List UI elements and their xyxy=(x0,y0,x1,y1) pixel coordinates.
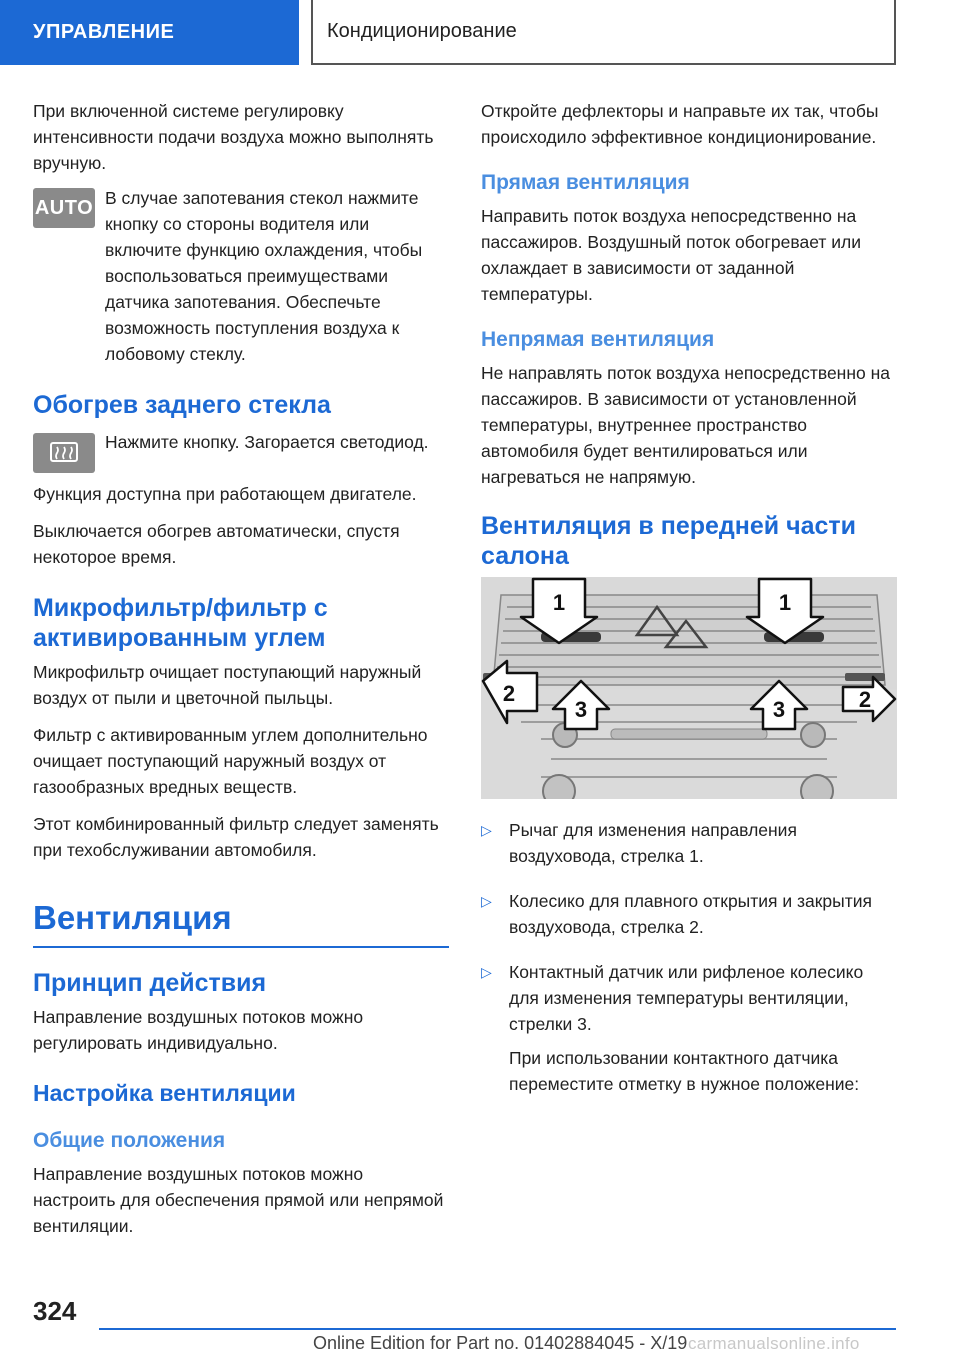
figure-label-2-left: 2 xyxy=(502,681,516,706)
bullet-text: Колесико для плавного открытия и закрытия воздуховода, стрелка 2. xyxy=(509,891,873,937)
microfilter-p3: Этот комбинированный фильтр следует заменять при техобслуживании автомобиля. xyxy=(33,814,439,860)
principle-heading: Принцип действия xyxy=(33,969,267,997)
figure-label-3-right: 3 xyxy=(772,697,786,722)
triangle-bullet-icon: ▷ xyxy=(481,964,492,980)
principle-text: Направление воздушных потоков можно регулировать индивидуально. xyxy=(33,1007,364,1053)
left-column xyxy=(33,98,449,1250)
rear-window-button-text: Нажмите кнопку. Загорается светодиод. xyxy=(105,432,429,452)
defrost-icon xyxy=(49,441,79,465)
bullet-text: Контактный датчик или рифленое колесико для изменения температуры вентиляции, стрелки 3. xyxy=(509,962,864,1034)
indirect-heading: Непрямая вентиляция xyxy=(481,328,715,351)
figure-label-3-left: 3 xyxy=(574,697,588,722)
general-heading: Общие положения xyxy=(33,1129,226,1152)
general-text: Направление воздушных потоков можно настроить для обеспечения прямой или непрямой вентиляции. xyxy=(33,1164,444,1236)
bullet-note: При использовании контактного датчика переместите отметку в нужное положение: xyxy=(509,1048,860,1094)
right-column xyxy=(481,98,897,1116)
figure-label-1-left: 1 xyxy=(552,590,566,615)
triangle-bullet-icon: ▷ xyxy=(481,893,492,909)
rear-window-block xyxy=(33,432,449,473)
rear-window-defrost-icon xyxy=(33,433,95,473)
bullet-item xyxy=(481,888,897,948)
edition-note: Online Edition for Part no. 01402884045 - X/19 xyxy=(313,1333,688,1353)
figure-label-2-right: 2 xyxy=(858,687,872,712)
front-vents-figure xyxy=(481,577,897,799)
bullet-item xyxy=(481,959,897,1105)
microfilter-heading: Микрофильтр/фильтр с активированным углем xyxy=(33,594,328,652)
section-title: УПРАВЛЕНИЕ xyxy=(33,21,175,43)
microfilter-p1: Микрофильтр очищает поступающий наружный воздух от пыли и цветочной пыльцы. xyxy=(33,662,422,708)
right-intro: Откройте дефлекторы и направьте их так, чтобы происходило эффективное кондиционирование. xyxy=(481,101,879,147)
direct-text: Направить поток воздуха непосредственно на пассажиров. Воздушный поток обогревает или охлаждает в зависимости от заданной температуры. xyxy=(481,206,861,304)
rear-window-heading: Обогрев заднего стекла xyxy=(33,391,331,419)
auto-button-icon xyxy=(33,188,95,228)
bullet-item xyxy=(481,817,897,877)
microfilter-p2: Фильтр с активированным углем дополнительно очищает поступающий наружный воздух от газообразных вредных веществ. xyxy=(33,725,428,797)
watermark: carmanualsonline.info xyxy=(688,1334,860,1353)
settings-heading: Настройка вентиляции xyxy=(33,1080,296,1106)
rear-window-p2: Выключается обогрев автоматически, спустя некоторое время. xyxy=(33,521,400,567)
chapter-tab xyxy=(311,0,896,65)
ventilation-divider xyxy=(33,946,449,948)
auto-icon-label: AUTO xyxy=(34,196,94,219)
page-number: 324 xyxy=(33,1296,77,1326)
footer-divider xyxy=(99,1328,896,1330)
chapter-title: Кондиционирование xyxy=(327,20,517,42)
section-tab xyxy=(0,0,299,65)
bullet-text: Рычаг для изменения направления воздуховода, стрелка 1. xyxy=(509,820,797,866)
indirect-text: Не направлять поток воздуха непосредственно на пассажиров. В зависимости от установленной температуры, внутреннее пространство автомобиля будет вентилироваться или нагреваться не напрямую. xyxy=(481,363,890,487)
front-ventilation-heading: Вентиляция в передней части салона xyxy=(481,512,857,570)
intro-paragraph: При включенной системе регулировку интенсивности подачи воздуха можно выполнять вручную. xyxy=(33,101,434,173)
triangle-bullet-icon: ▷ xyxy=(481,822,492,838)
auto-block xyxy=(33,187,449,378)
figure-label-1-right: 1 xyxy=(778,590,792,615)
direct-heading: Прямая вентиляция xyxy=(481,171,690,194)
rear-window-p1: Функция доступна при работающем двигателе. xyxy=(33,484,417,504)
auto-paragraph: В случае запотевания стекол нажмите кнопку со стороны водителя или включите функцию охлаждения, чтобы воспользоваться преимуществами датчика запотевания. Обеспечьте возможность поступления воздуха к лобовому стеклу. xyxy=(105,188,423,364)
ventilation-heading: Вентиляция xyxy=(33,899,232,936)
